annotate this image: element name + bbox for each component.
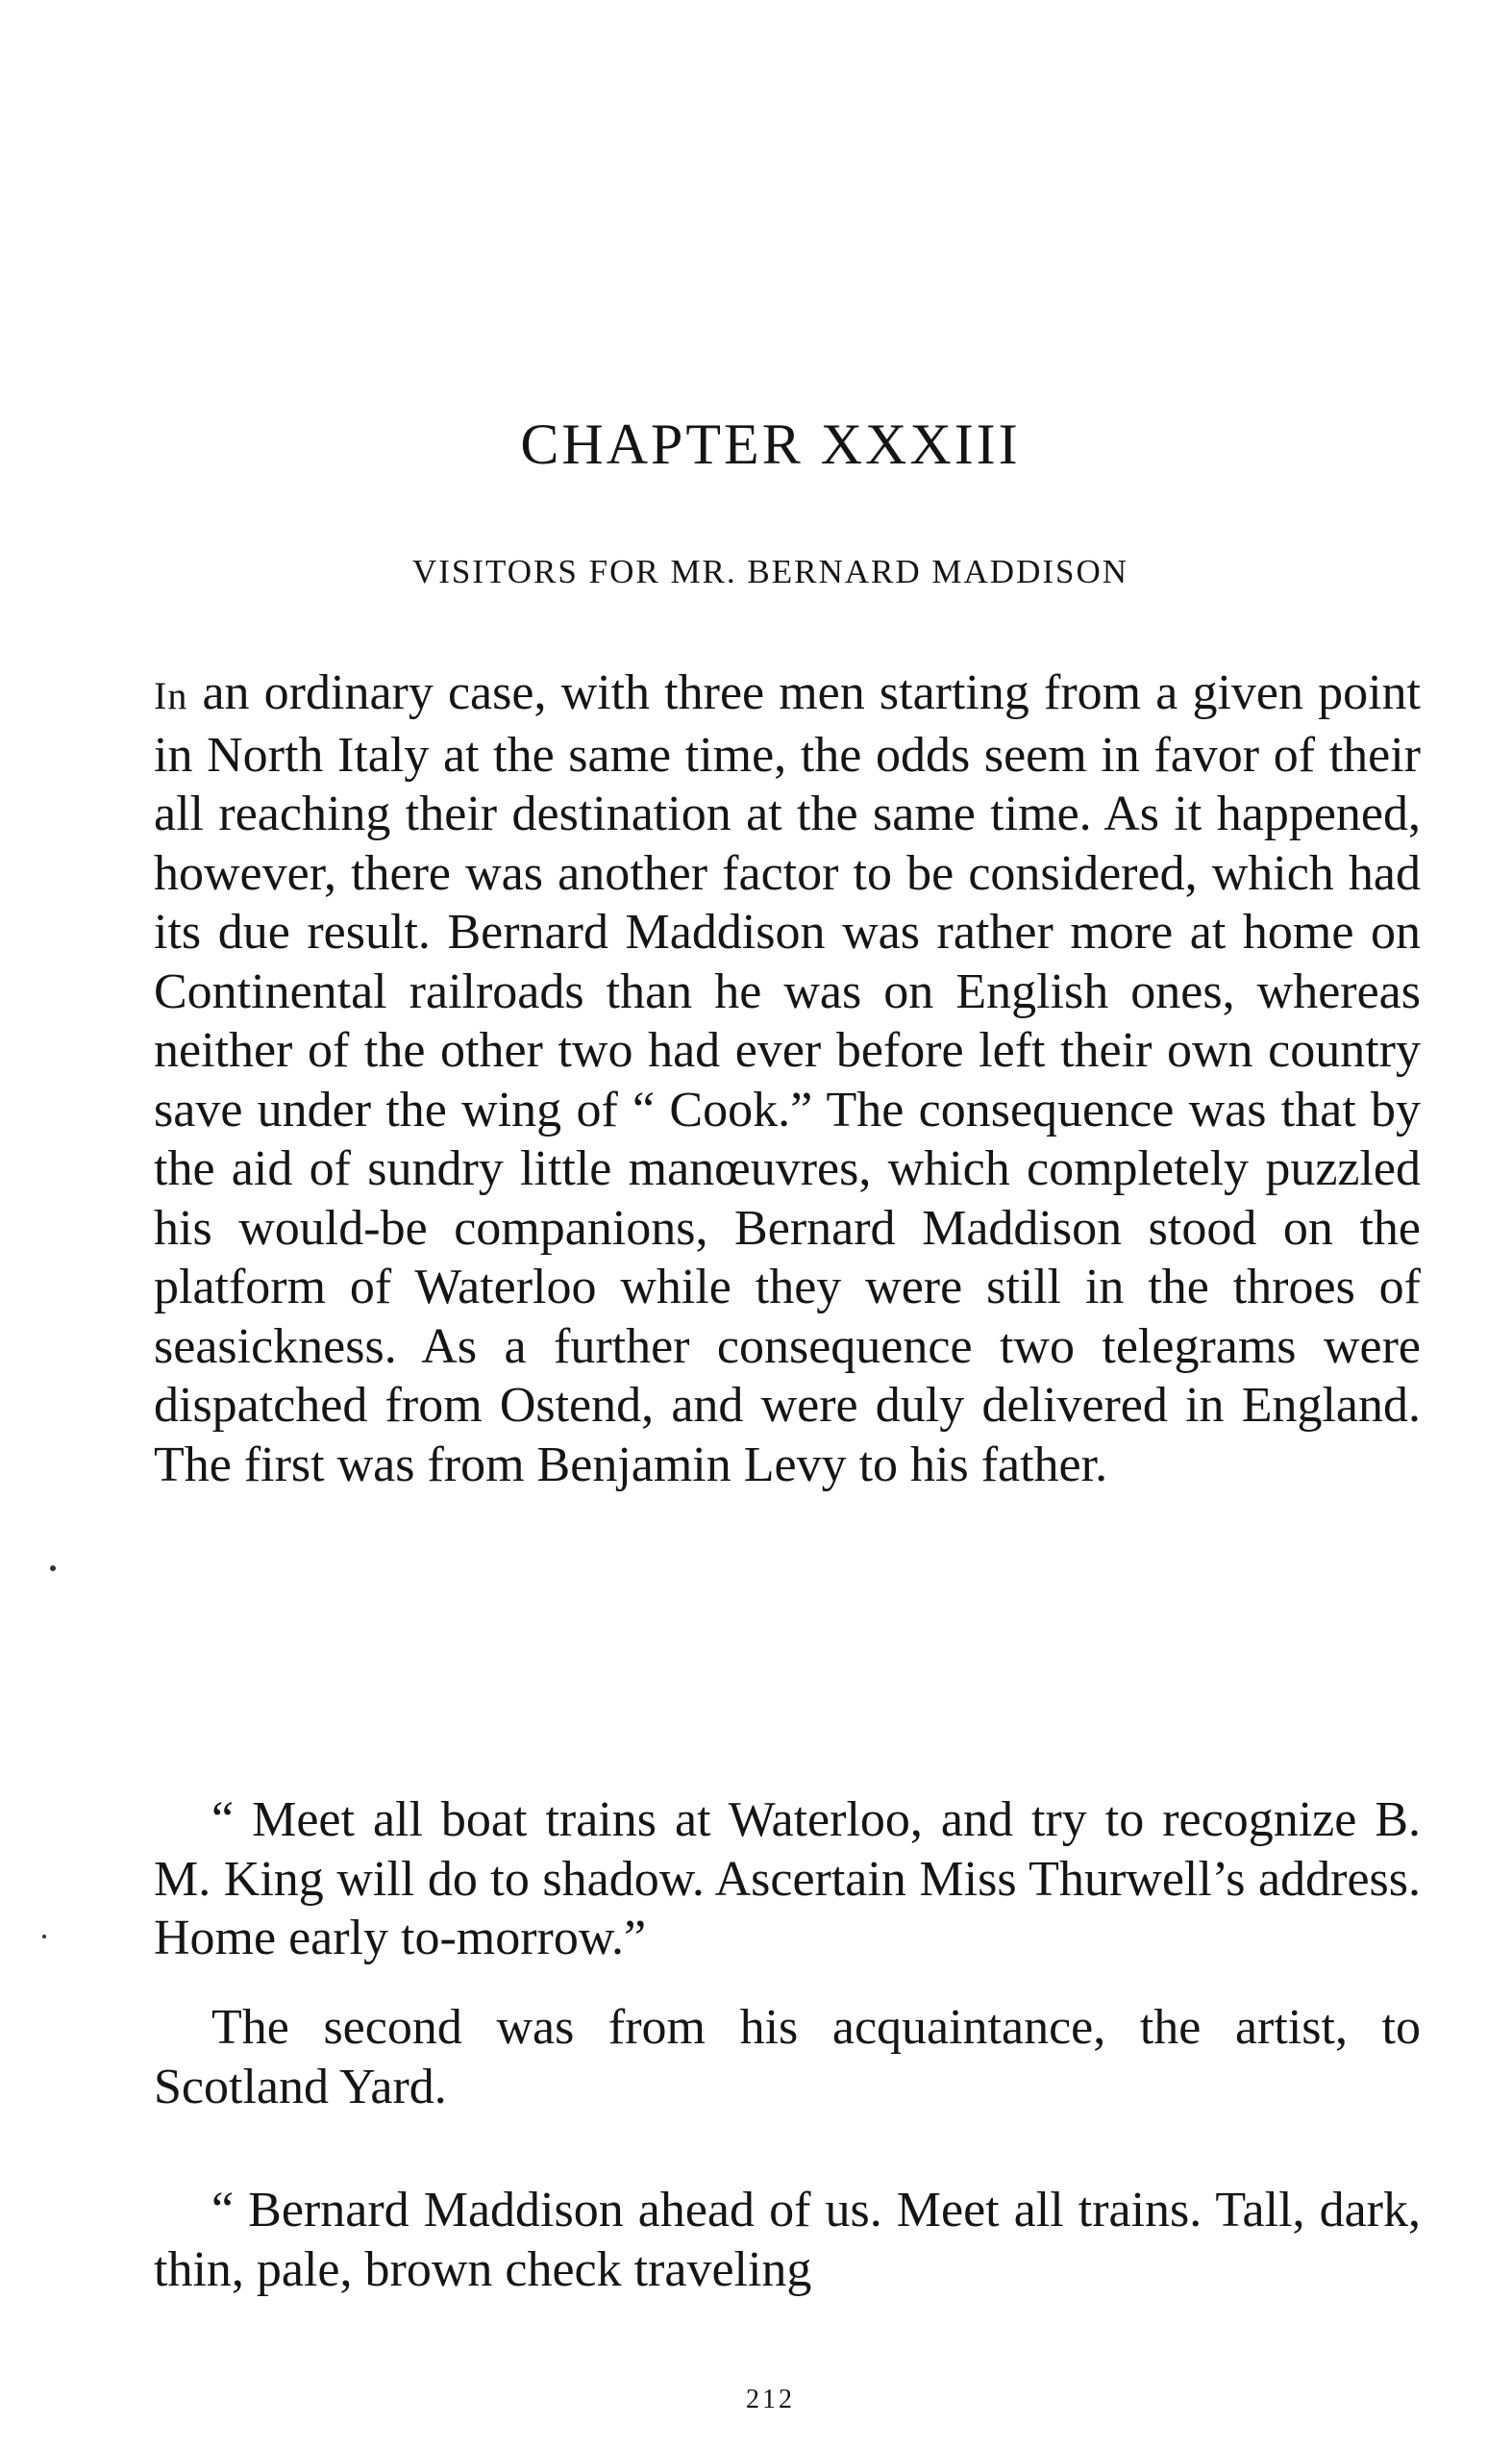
paragraph-1: [154, 663, 1421, 1494]
page-number: 212: [746, 2385, 795, 2414]
chapter-title: CHAPTER XXXIII: [520, 412, 1021, 476]
chapter-subtitle: VISITORS FOR MR. BERNARD MADDISON: [411, 553, 1129, 590]
print-speck: [42, 1935, 46, 1938]
paragraph-1-text: an ordinary case, with three men starting from a given point in North Italy at the same time, the odds seem in favor of their all reaching their destination at the same time. As it happened, however, there was another factor to be considered, which had its due result. Bernard Maddison was rather more at home on Continental railroads than he was on English ones, whereas neither of the other two had ever before left their own country save under the wing of “ Cook.” The consequence was that by the aid of sundry little manœuvres, which completely puzzled his would-be companions, Bernard Maddison stood on the platform of Waterloo while they were still in the throes of seasickness. As a further consequence two telegrams were dispatched from Ostend, and were duly delivered in England. The first was from Benjamin Levy to his father.: [154, 665, 1422, 1492]
paragraph-3: The second was from his acquaintance, the artist, to Scotland Yard.: [154, 2000, 1421, 2114]
paragraph-2: “ Meet all boat trains at Waterloo, and try to recognize B. M. King will do to shadow. Ascertain Miss Thurwell’s address. Home early to-morrow.”: [154, 1792, 1421, 1965]
paragraph-4: “ Bernard Maddison ahead of us. Meet all trains. Tall, dark, thin, pale, brown check traveling: [154, 2183, 1421, 2297]
drop-word: In: [154, 674, 188, 717]
print-speck: [50, 1565, 56, 1571]
